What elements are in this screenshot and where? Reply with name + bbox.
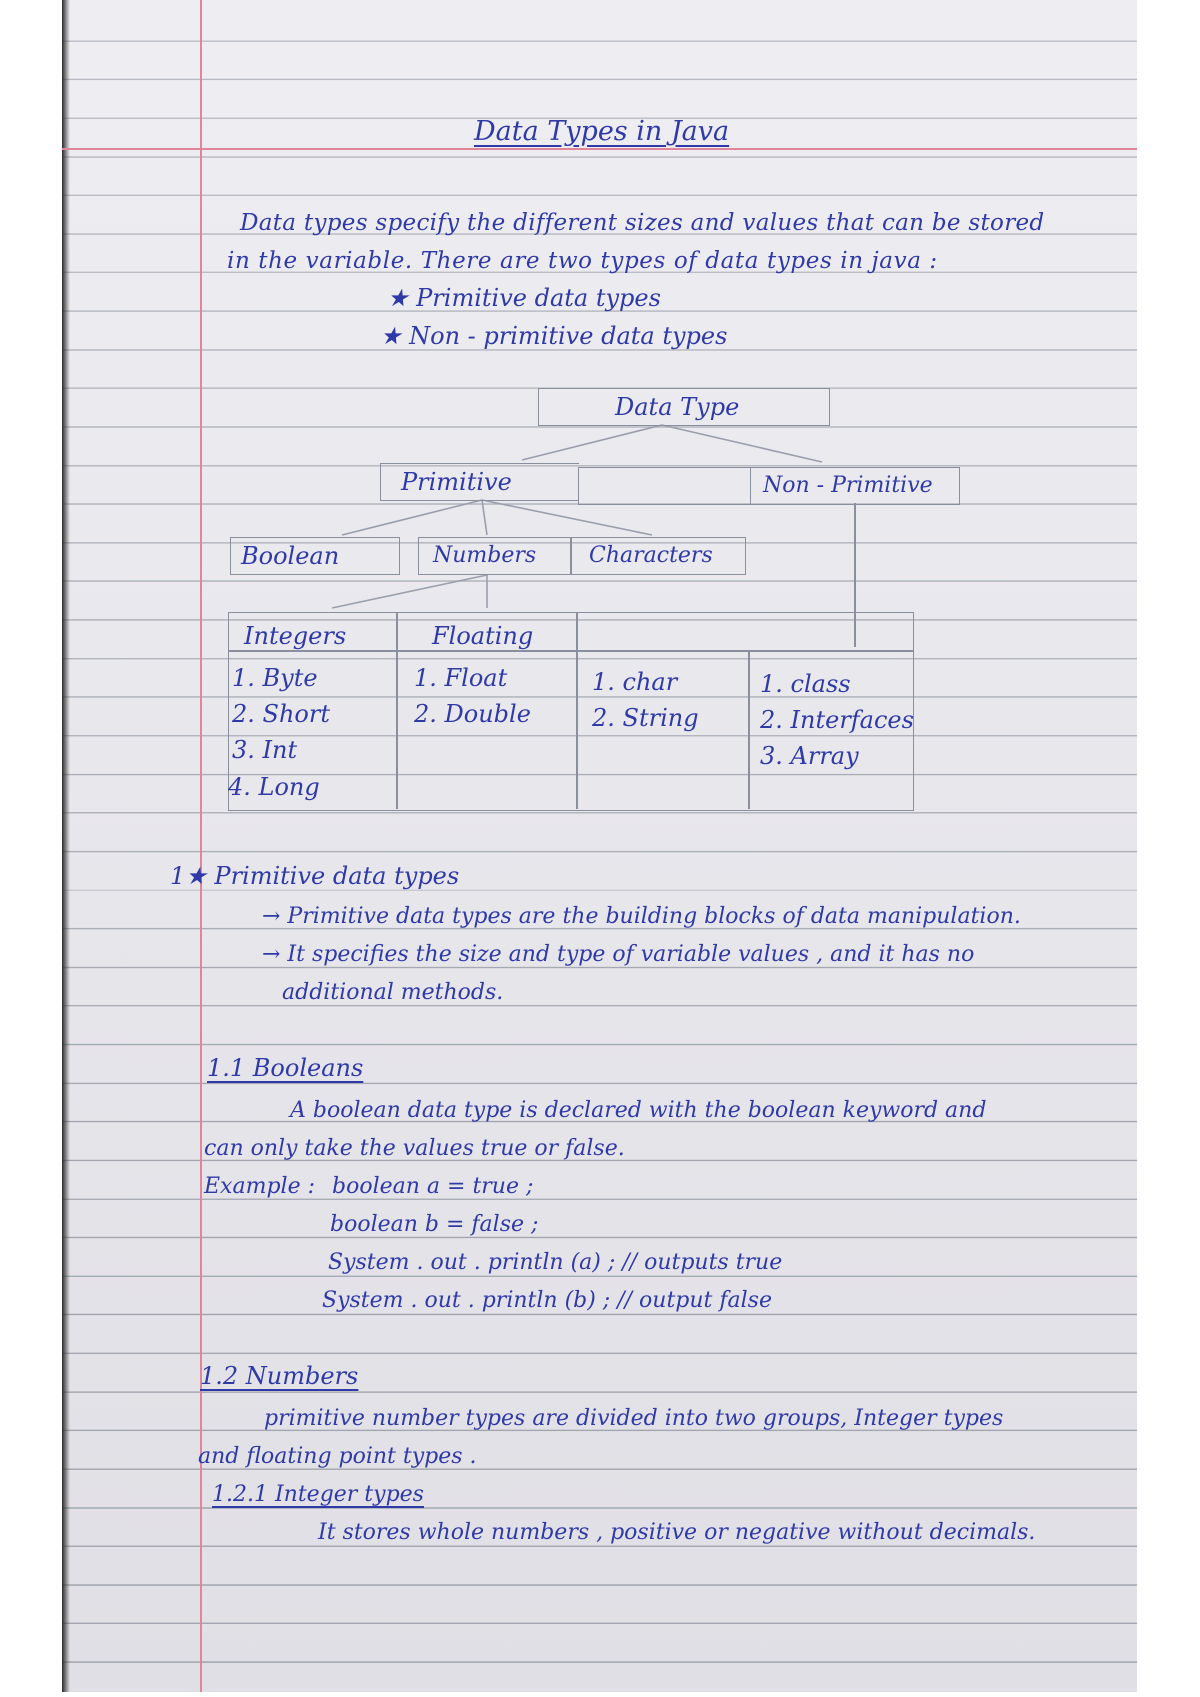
code-line-4: System . out . println (b) ; // output false <box>322 1288 772 1313</box>
label-non-primitive: Non - Primitive <box>763 473 933 498</box>
char-item-char: 1. char <box>592 668 678 696</box>
margin-line <box>200 0 202 1692</box>
code-line-3: System . out . println (a) ; // outputs true <box>328 1250 783 1275</box>
section-1-heading: 1★ Primitive data types <box>170 862 460 890</box>
code-line-1: boolean a = true ; <box>332 1174 534 1199</box>
label-data-type: Data Type <box>615 393 740 421</box>
notebook-page <box>62 0 1137 1692</box>
table-divider-1 <box>396 612 398 809</box>
page-title: Data Types in Java <box>474 116 730 147</box>
box-numbers <box>418 537 572 575</box>
code-line-2: boolean b = false ; <box>330 1212 539 1237</box>
integer-item-int: 3. Int <box>232 736 298 764</box>
integer-item-long: 4. Long <box>228 773 320 801</box>
nonprim-item-interfaces: 2. Interfaces <box>760 706 914 734</box>
label-numbers: Numbers <box>433 543 537 568</box>
box-non-primitive <box>750 467 960 505</box>
label-characters: Characters <box>589 543 713 568</box>
section-1-1-heading: 1.1 Booleans <box>207 1054 364 1082</box>
box-boolean <box>230 537 400 575</box>
section-1-point-3: additional methods. <box>282 980 504 1005</box>
section-1-1-line-2: can only take the values true or false. <box>204 1136 625 1161</box>
nonprim-item-class: 1. class <box>760 670 851 698</box>
section-1-2-1-line: It stores whole numbers , positive or negative without decimals. <box>318 1520 1036 1545</box>
label-integers: Integers <box>244 622 347 650</box>
intro-bullet-non-primitive: ★ Non - primitive data types <box>380 322 728 350</box>
nonprim-item-array: 3. Array <box>760 742 859 770</box>
table-divider-3 <box>748 650 750 809</box>
section-1-point-1: → Primitive data types are the building blocks of data manipulation. <box>262 904 1021 929</box>
section-1-point-2: → It specifies the size and type of variable values , and it has no <box>262 942 975 967</box>
box-characters <box>570 537 746 575</box>
floating-item-float: 1. Float <box>414 664 508 692</box>
label-boolean: Boolean <box>241 542 340 570</box>
section-1-2-heading: 1.2 Numbers <box>200 1362 359 1390</box>
intro-line-1: Data types specify the different sizes and values that can be stored <box>240 210 1045 236</box>
char-item-string: 2. String <box>592 704 699 732</box>
box-data-type <box>538 388 830 426</box>
label-primitive: Primitive <box>401 468 512 496</box>
section-1-2-line-1: primitive number types are divided into two groups, Integer types <box>264 1406 1004 1431</box>
intro-line-2: in the variable. There are two types of data types in java : <box>227 248 938 274</box>
section-1-2-1-heading: 1.2.1 Integer types <box>212 1482 424 1507</box>
floating-item-double: 2. Double <box>414 700 531 728</box>
section-1-1-line-1: A boolean data type is declared with the boolean keyword and <box>290 1098 987 1123</box>
header-rule <box>62 148 1137 150</box>
table-divider-2 <box>576 612 578 809</box>
label-floating: Floating <box>432 622 534 650</box>
table-header-rule <box>228 650 914 652</box>
box-primitive <box>380 463 579 501</box>
box-primitive-gap <box>578 467 751 505</box>
example-label: Example : <box>204 1174 315 1199</box>
section-1-2-line-2: and floating point types . <box>198 1444 477 1469</box>
intro-bullet-primitive: ★ Primitive data types <box>387 284 661 312</box>
integer-item-short: 2. Short <box>232 700 330 728</box>
integer-item-byte: 1. Byte <box>232 664 318 692</box>
